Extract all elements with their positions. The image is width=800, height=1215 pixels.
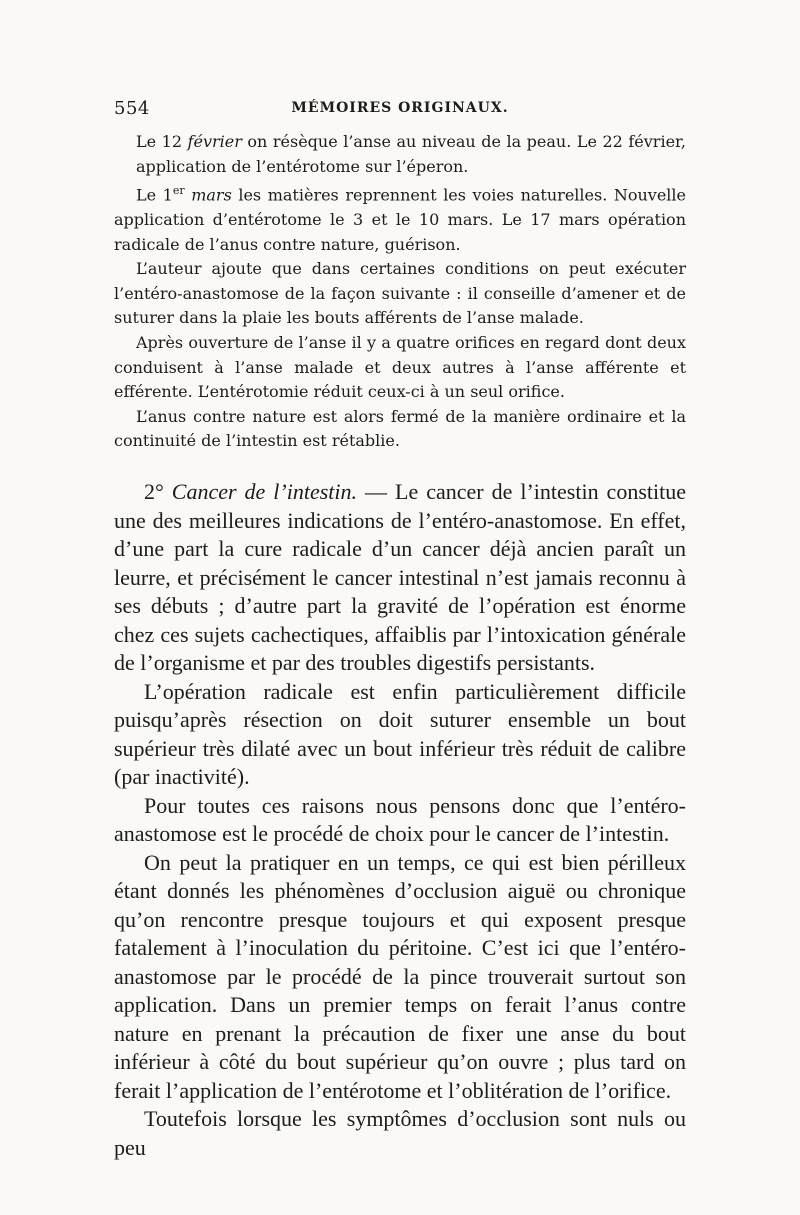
paragraph: Pour toutes ces raisons nous pensons donc que l’entéro-anastomose est le procédé de choix pour le cancer de l’intestin.: [114, 792, 686, 846]
paragraph: L’opération radicale est enfin particulièrement difficile puisqu’après résection on doit suturer ensemble un bout supérieur très dilaté avec un bout inférieur très réduit de calibre (par inactivité).: [114, 678, 686, 789]
paragraph: On peut la pratiquer en un temps, ce qui est bien périlleux étant donnés les phénomènes d’occlusion aiguë ou chronique qu’on rencontre presque toujours et qui exposent presque fatalement à l’inoculation du péritoine. C’est ici que l’entéro-anastomose par le procédé de la pince trouverait surtout son application. Dans un premier temps on ferait l’anus contre nature en prenant la précaution de fixer une anse du bout inférieur à côté du bout supérieur qu’on ouvre ; plus tard on ferait l’application de l’entérotome et l’oblitération de l’orifice.: [114, 849, 686, 1103]
cancer-section: [114, 478, 686, 1162]
paragraph: Le 1er mars les matières reprennent les voies naturelles. Nouvelle application d’entérotome le 3 et le 10 mars. Le 17 mars opération radicale de l’anus contre nature, guérison.: [114, 184, 686, 254]
paragraph: Le 12 février on résèque l’anse au niveau de la peau. Le 22 février, application de l’entérotome sur l’éperon.: [136, 132, 687, 176]
paragraph: Toutefois lorsque les symptômes d’occlusion sont nuls ou peu: [114, 1106, 686, 1160]
section-title: Cancer de l’intestin.: [171, 479, 358, 504]
paragraph: Après ouverture de l’anse il y a quatre orifices en regard dont deux conduisent à l’anse malade et deux autres à l’anse afférente et efférente. L’entérotomie réduit ceux-ci à un seul orifice.: [114, 333, 686, 402]
paragraph: L’anus contre nature est alors fermé de la manière ordinaire et la continuité de l’intestin est rétablie.: [114, 406, 686, 451]
page-number: 554: [114, 98, 150, 119]
case-report-block: [114, 130, 686, 454]
paragraph: L’auteur ajoute que dans certaines conditions on peut exécuter l’entéro-anastomose de la façon suivante : il conseille d’amener et de suturer dans la plaie les bouts afférents de l’anse malade.: [114, 259, 686, 328]
page-header: [114, 98, 686, 124]
section-number: 2°: [144, 479, 172, 504]
section-heading-paragraph: 2° Cancer de l’intestin. — Le cancer de l’intestin constitue une des meilleures indications de l’entéro-anastomose. En effet, d’une part la cure radicale d’un cancer déjà ancien paraît un leurre, et précisément le cancer intestinal n’est jamais reconnu à ses débuts ; d’autre part la gravité de l’opération est énorme chez ces sujets cachectiques, affaiblis par l’intoxication générale de l’organisme et par des troubles digestifs persistants.: [114, 479, 686, 675]
running-title: MÉMOIRES ORIGINAUX.: [291, 100, 509, 116]
